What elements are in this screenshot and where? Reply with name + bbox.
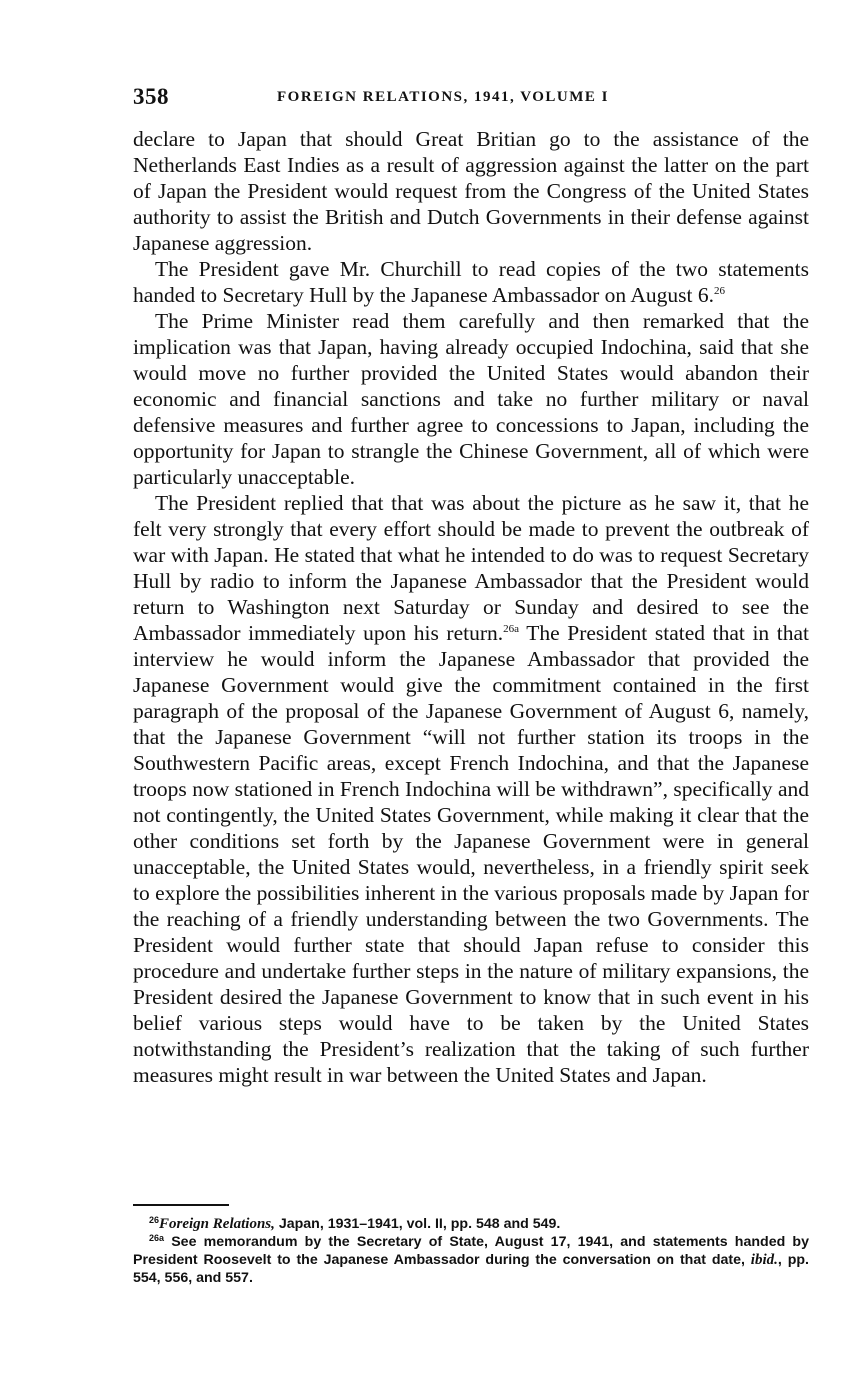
running-title: FOREIGN RELATIONS, 1941, VOLUME I — [277, 89, 610, 105]
paragraph-3: The Prime Minister read them carefully and then remarked that the implication was that Japan, having already occupied Indochina, said that she would move no further provided the United States would abandon their economic and financial sanctions and take no further military or naval defensive measures and further agree to concessions to Japan, including the opportunity for Japan to strangle the Chinese Government, all of which were particularly unacceptable. — [133, 309, 809, 489]
footnote-26 — [133, 1215, 809, 1233]
footnotes — [133, 1215, 809, 1287]
footnote-26-title: Foreign Relations, — [159, 1216, 275, 1232]
footnote-ref-26: 26 — [713, 285, 725, 297]
footnote-26-mark: 26 — [149, 1215, 160, 1225]
paragraph-1: declare to Japan that should Great Britian go to the assistance of the Netherlands East Indies as a result of aggression against the latter on the part of Japan the President would request from the Congress of the United States authority to assist the British and Dutch Governments in their defense against Japanese aggression. — [133, 127, 809, 255]
paragraph-2 — [133, 256, 809, 308]
paragraph-4-text-a: The President replied that that was about the picture as he saw it, that he felt very strongly that every effort should be made to prevent the outbreak of war with Japan. He stated that what he intended to do was to request Secretary Hull by radio to inform the Japanese Ambassador that the President would return to Washington next Saturday or Sunday and desired to see the Ambassador immediately upon his return. — [133, 491, 809, 645]
paragraph-4-text-b: The President stated that in that interview he would inform the Japanese Ambassador that provided the Japanese Government would give the commitment contained in the first paragraph of the proposal of the Japanese Government of August 6, namely, that the Japanese Government “will not further station its troops in the Southwestern Pacific areas, except French Indochina, and that the Japanese troops now stationed in French Indochina will be withdrawn”, specifically and not contingently, the United States Government, while making it clear that the other conditions set forth by the Japanese Government were in general unacceptable, the United States would, nevertheless, in a friendly spirit seek to explore the possibilities inherent in the various proposals made by Japan for the reaching of a friendly understanding between the two Governments. The President would further state that should Japan refuse to consider this procedure and undertake further steps in the nature of military expansions, the President desired the Japanese Government to know that in such event in his belief various steps would have to be taken by the United States notwithstanding the President’s realization that the taking of such further measures might result in war between the United States and Japan. — [133, 621, 810, 1087]
footnote-26a-text-a: See memorandum by the Secretary of State, August 17, 1941, and statements handed by President Roosevelt to the Japanese Ambassador during the conversation on that date, — [133, 1234, 809, 1268]
footnote-26a-mark: 26a — [149, 1233, 165, 1243]
paragraph-2-text: The President gave Mr. Churchill to read copies of the two statements handed to Secretary Hull by the Japanese Ambassador on August 6. — [133, 257, 809, 307]
body-text — [133, 126, 809, 1088]
footnote-ref-26a: 26a — [503, 623, 520, 635]
paragraph-4 — [133, 490, 809, 1088]
footnote-26a-ibid: ibid. — [750, 1252, 778, 1268]
page-number: 358 — [133, 84, 169, 109]
footnote-divider — [133, 1204, 229, 1206]
footnote-26a — [133, 1233, 809, 1287]
footnote-26-text: Japan, 1931–1941, vol. II, pp. 548 and 549. — [274, 1216, 561, 1232]
page-header — [133, 84, 809, 114]
footnote-26a-text-b: , pp. 554, 556, and 557. — [133, 1252, 809, 1286]
